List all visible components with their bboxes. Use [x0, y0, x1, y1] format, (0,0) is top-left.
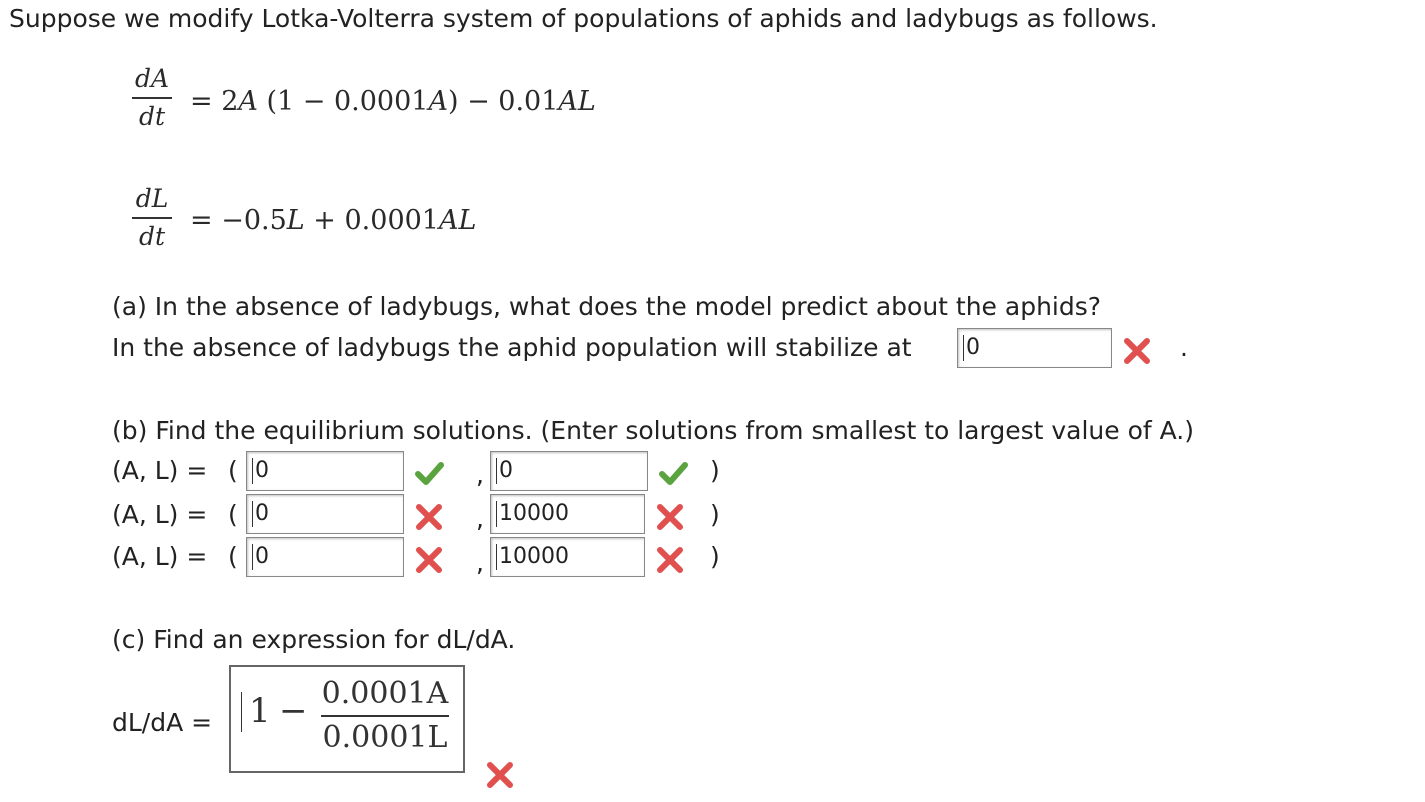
part-c-expr-numerator: 0.0001A: [321, 676, 449, 711]
part-b-row1-close-paren: ): [710, 456, 720, 485]
part-c-expr-fraction: [321, 675, 449, 757]
part-a-prompt: In the absence of ladybugs the aphid population will stabilize at: [112, 333, 912, 362]
eq2-rhs: = −0.5L + 0.0001AL: [190, 205, 477, 236]
part-c-expr-one: 1: [249, 691, 271, 731]
part-b-row2-l-incorrect-x-icon: [655, 502, 685, 532]
part-c-label: dL/dA =: [112, 708, 213, 737]
part-a-incorrect-x-icon: [1122, 336, 1152, 366]
part-b-row1-open-paren: (: [228, 456, 238, 485]
intro-text: Suppose we modify Lotka-Volterra system of populations of aphids and ladybugs as follows.: [9, 4, 1158, 33]
part-b-row3-label: (A, L) =: [112, 542, 208, 571]
eq1-numerator: dA: [134, 64, 170, 93]
part-c-incorrect-x-icon: [485, 760, 515, 790]
part-b-row3-a-input[interactable]: 0: [246, 537, 404, 577]
part-a-period: .: [1180, 333, 1188, 362]
part-c-input-cursor: [241, 692, 242, 732]
part-c-expr-denominator: 0.0001L: [322, 720, 448, 755]
part-b-row3-l-incorrect-x-icon: [655, 545, 685, 575]
part-a-answer-input[interactable]: 0: [957, 328, 1112, 368]
part-b-row1-a-correct-check-icon: [414, 458, 444, 488]
part-b-question: (b) Find the equilibrium solutions. (Enter solutions from smallest to largest value of A.): [112, 416, 1195, 445]
part-c-question: (c) Find an expression for dL/dA.: [112, 625, 516, 654]
part-b-row2-comma: ,: [476, 504, 484, 533]
part-b-row3-a-incorrect-x-icon: [414, 545, 444, 575]
part-b-row3-comma: ,: [476, 548, 484, 577]
part-b-row2-a-incorrect-x-icon: [414, 502, 444, 532]
eq1-derivative: [132, 64, 172, 132]
part-c-expr-minus: −: [279, 691, 308, 731]
part-b-row2-close-paren: ): [710, 500, 720, 529]
part-b-row3-close-paren: ): [710, 542, 720, 571]
part-c-expression-input[interactable]: [229, 665, 465, 773]
part-b-row1-a-input[interactable]: 0: [246, 451, 404, 491]
part-b-row2-open-paren: (: [228, 500, 238, 529]
eq1-fraction-bar: [132, 97, 172, 99]
part-b-row1-l-correct-check-icon: [658, 458, 688, 488]
eq1-rhs: = 2A (1 − 0.0001A) − 0.01AL: [190, 86, 596, 117]
eq2-fraction-bar: [132, 217, 172, 219]
part-b-row2-l-input[interactable]: 10000: [490, 494, 645, 534]
part-b-row1-label: (A, L) =: [112, 456, 208, 485]
part-b-row3-l-input[interactable]: 10000: [490, 537, 645, 577]
eq2-derivative: [132, 184, 172, 252]
eq2-denominator: dt: [138, 222, 166, 251]
part-b-row2-a-input[interactable]: 0: [246, 494, 404, 534]
part-a-question: (a) In the absence of ladybugs, what does the model predict about the aphids?: [112, 292, 1102, 321]
eq2-numerator: dL: [135, 184, 169, 213]
part-c-expr-fraction-bar: [321, 715, 449, 717]
part-b-row2-label: (A, L) =: [112, 500, 208, 529]
part-b-row1-comma: ,: [476, 460, 484, 489]
eq1-denominator: dt: [138, 102, 166, 131]
part-b-row1-l-input[interactable]: 0: [490, 451, 648, 491]
part-b-row3-open-paren: (: [228, 542, 238, 571]
